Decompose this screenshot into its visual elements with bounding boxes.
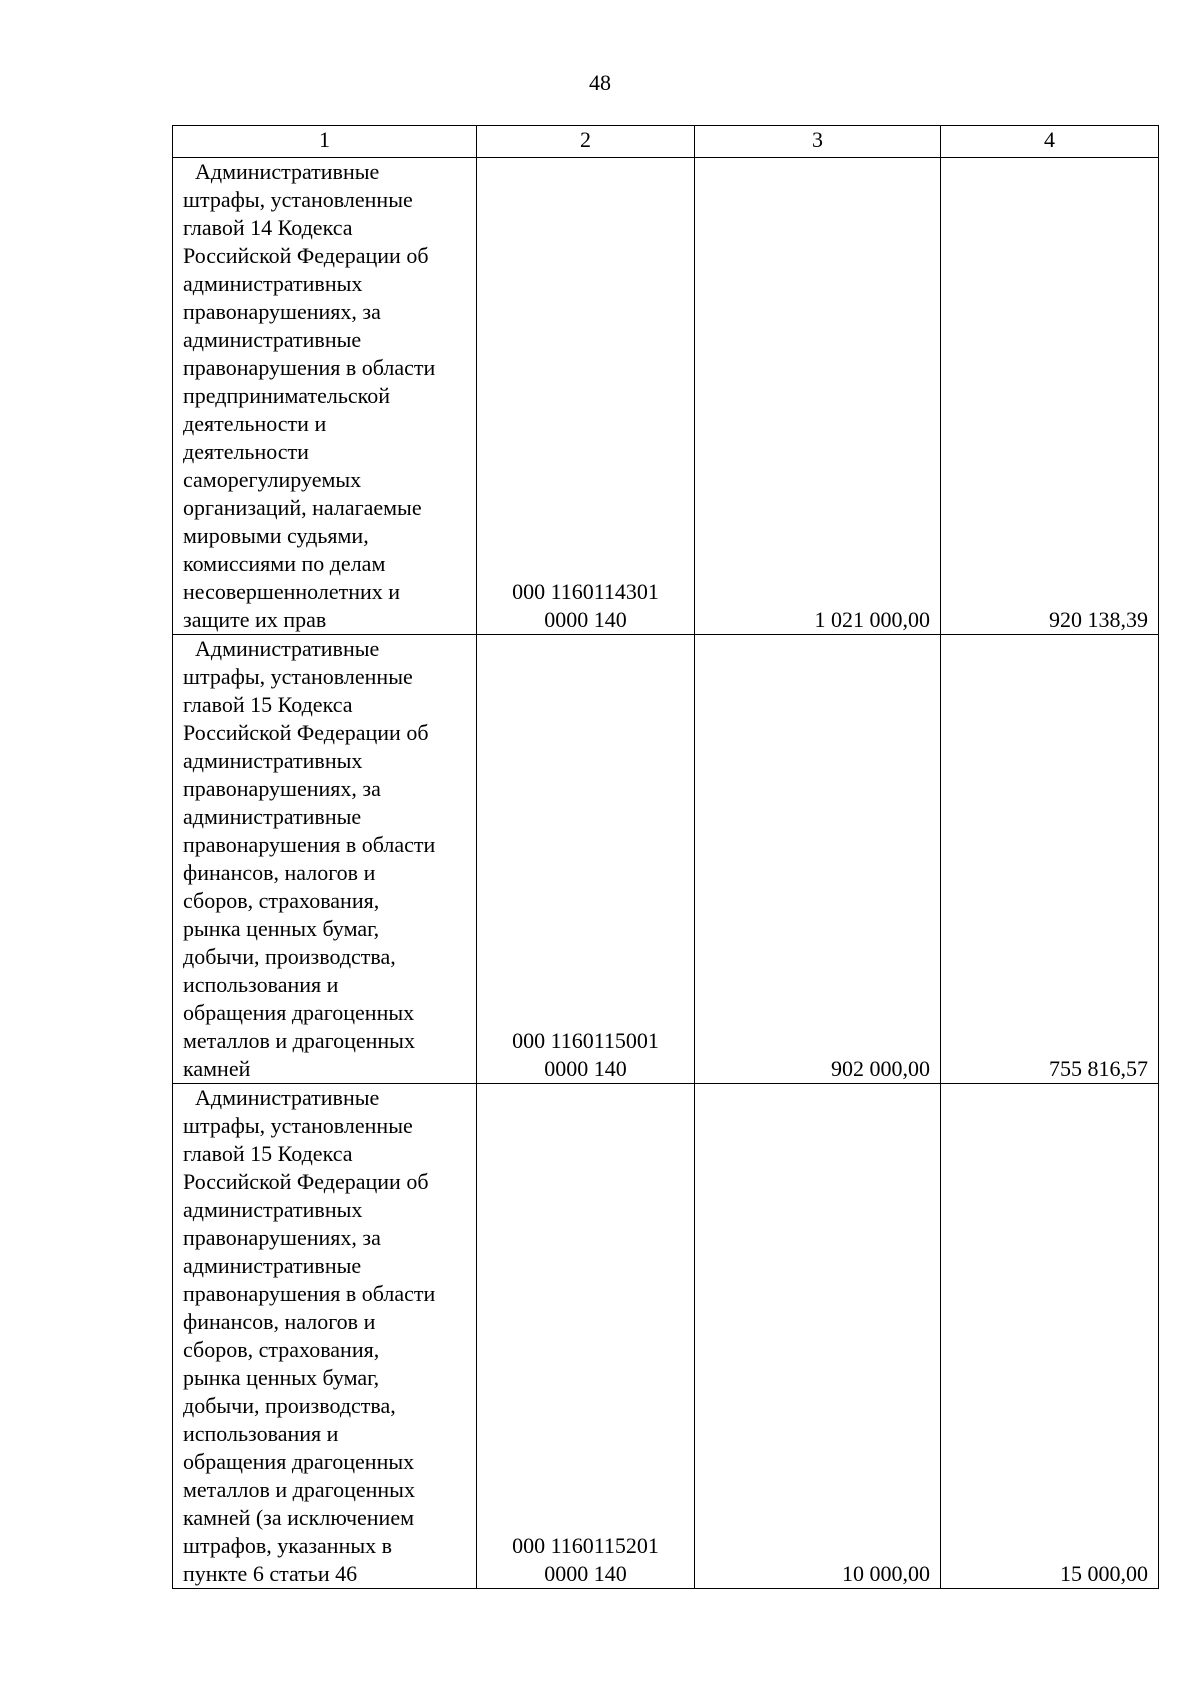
row-value-col4: 920 138,39 — [941, 158, 1159, 635]
column-header-1: 1 — [173, 126, 477, 158]
row-description: Административные штрафы, установленные главой 15 Кодекса Российской Федерации об административных правонарушениях, за административные правонарушения в области финансов, налогов и сборов, страхования, рынка ценных бумаг, добычи, производства, использования и обращения драгоценных металлов и драгоценных камней — [183, 636, 436, 1081]
row-description-cell — [173, 635, 477, 1084]
table-row — [173, 158, 1159, 635]
row-code: 000 1160115201 0000 140 — [477, 1084, 695, 1589]
row-value-col4: 15 000,00 — [941, 1084, 1159, 1589]
table-row — [173, 1084, 1159, 1589]
row-value-col4: 755 816,57 — [941, 635, 1159, 1084]
row-description-cell — [173, 1084, 477, 1589]
column-header-2: 2 — [477, 126, 695, 158]
table-header-row — [173, 126, 1159, 158]
budget-table — [172, 125, 1159, 1589]
row-code: 000 1160114301 0000 140 — [477, 158, 695, 635]
table-row — [173, 635, 1159, 1084]
row-code: 000 1160115001 0000 140 — [477, 635, 695, 1084]
row-description-cell — [173, 158, 477, 635]
row-description: Административные штрафы, установленные главой 14 Кодекса Российской Федерации об административных правонарушениях, за административные правонарушения в области предпринимательской деятельности и деятельности саморегулируемых организаций, налагаемые мировыми судьями, комиссиями по делам несовершеннолетних и защите их прав — [183, 159, 436, 632]
row-value-col3: 10 000,00 — [695, 1084, 941, 1589]
row-value-col3: 1 021 000,00 — [695, 158, 941, 635]
column-header-3: 3 — [695, 126, 941, 158]
page-number: 48 — [589, 70, 611, 95]
column-header-4: 4 — [941, 126, 1159, 158]
row-description: Административные штрафы, установленные главой 15 Кодекса Российской Федерации об административных правонарушениях, за административные правонарушения в области финансов, налогов и сборов, страхования, рынка ценных бумаг, добычи, производства, использования и обращения драгоценных металлов и драгоценных камней (за исключением штрафов, указанных в пункте 6 статьи 46 — [183, 1085, 436, 1586]
row-value-col3: 902 000,00 — [695, 635, 941, 1084]
